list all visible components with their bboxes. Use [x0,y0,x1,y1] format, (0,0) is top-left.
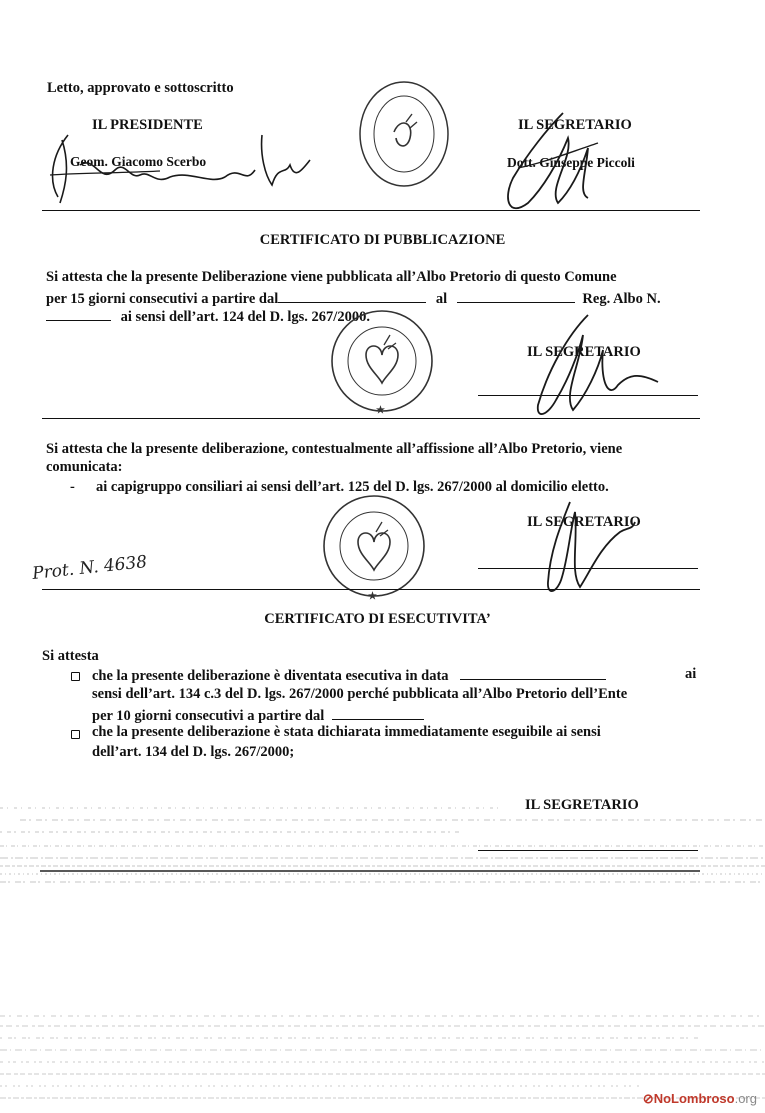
esecutivita-item1-line3-text: per 10 giorni consecutivi a partire dal [92,708,325,724]
watermark-part1: No [653,1091,672,1106]
segretario-name: Dott. Giuseppe Piccoli [507,155,635,170]
comunicazione-line2: comunicata: [46,459,123,475]
nolombroso-watermark [643,1091,757,1107]
esecutivita-title: CERTIFICATO DI ESECUTIVITA’ [264,611,491,627]
reg-number-blank [46,307,111,321]
svg-text:★: ★ [368,591,377,602]
comunicazione-item: ai capigruppo consiliari ai sensi dell’art. 125 del D. lgs. 267/2000 al domicilio eletto. [96,479,609,495]
esecutivita-start-date-blank [332,706,424,720]
comune-stamp-top [352,72,452,190]
segretario-signature-top [488,108,618,223]
comunicazione-segretario: IL SEGRETARIO [527,514,641,530]
divider-2 [42,418,700,419]
segretario-signature-lower [520,492,640,602]
handwritten-protocol: Prot. N. 4638 [31,552,149,584]
checkbox-2 [71,730,80,739]
esecutivita-item2-line1: che la presente deliberazione è stata dichiarata immediatamente eseguibile ai sensi [92,724,601,740]
segretario-signature-middle [508,310,668,425]
esecutivita-item1-line1 [92,666,606,685]
comune-stamp-bottom [316,490,432,602]
checkbox-1 [71,672,80,681]
end-date-blank [457,289,575,303]
scan-noise-upper [0,800,765,890]
esecutivita-item1-ai: ai [685,666,697,682]
pubblicazione-line2-c: Reg. Albo N. [582,291,661,307]
svg-text:★: ★ [376,405,385,416]
start-date-blank [278,289,426,303]
presidente-title: IL PRESIDENTE [92,117,203,133]
esecutivita-item1-line1-text: che la presente deliberazione è diventata esecutiva in data [92,668,449,684]
pubblicazione-line3-text: ai sensi dell’art. 124 del D. lgs. 267/2000. [120,309,370,325]
esecutivita-intro: Si attesta [42,648,99,664]
esecutivita-item1-line2: sensi dell’art. 134 c.3 del D. lgs. 267/2000 perché pubblicata all’Albo Pretorio dell’Ente [92,686,628,702]
esecutivita-item1-line3 [92,706,424,725]
pubblicazione-line2-a: per 15 giorni consecutivi a partire dal [46,291,279,307]
comunicazione-bullet: - [70,479,75,495]
divider-1 [42,210,700,211]
esecutivita-segretario: IL SEGRETARIO [525,797,639,813]
pubblicazione-line3 [46,307,370,326]
presidente-name: Geom. Giacomo Scerbo [70,154,207,169]
esecutivita-item2-line2: dell’art. 134 del D. lgs. 267/2000; [92,744,295,760]
presidente-signature [40,125,320,210]
pubblicazione-title: CERTIFICATO DI PUBBLICAZIONE [259,232,506,248]
esecutiva-date-blank [460,666,606,680]
watermark-part2: Lombroso [671,1091,735,1106]
watermark-part3: .org [734,1091,757,1106]
pubblicazione-line1-text: Si attesta che la presente Deliberazione viene pubblicata all’Albo Pretorio di questo Comune [46,269,617,285]
divider-3 [42,589,700,590]
approval-text: Letto, approvato e sottoscritto [47,80,234,96]
pubblicazione-line1 [46,269,689,286]
watermark-logo-icon: ⊘ [642,1091,654,1106]
pubblicazione-line2-b: al [435,291,448,307]
comune-stamp-middle [326,305,438,417]
segretario-title-top: IL SEGRETARIO [518,117,632,133]
comunicazione-line1: Si attesta che la presente deliberazione, contestualmente all’affissione all’Albo Pretorio, viene [46,441,623,457]
pubblicazione-segretario: IL SEGRETARIO [527,344,641,360]
